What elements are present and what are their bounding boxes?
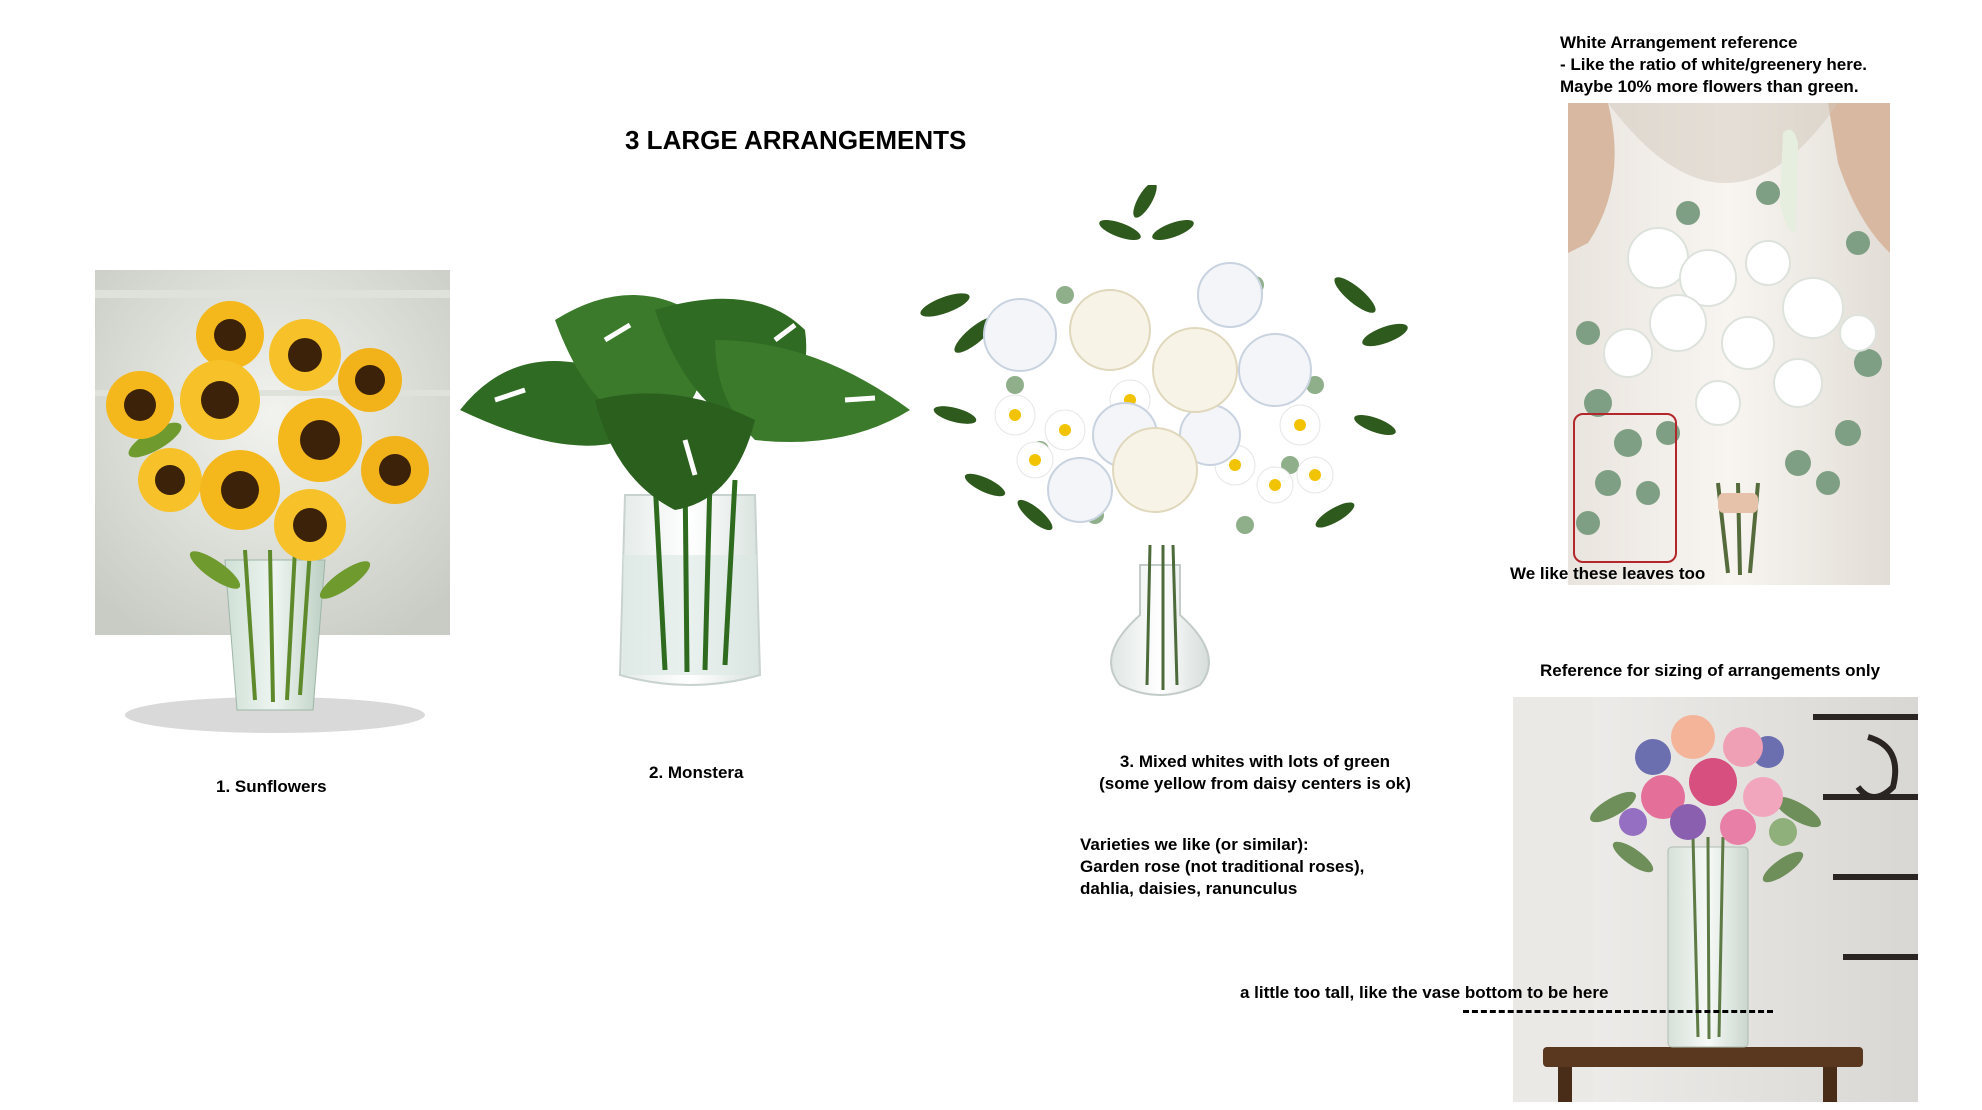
vase-height-note: a little too tall, like the vase bottom to be here	[1240, 983, 1609, 1002]
sunflower-bouquet-image	[95, 270, 450, 740]
leaves-highlight-box	[1573, 413, 1677, 563]
varieties-note	[1080, 834, 1364, 900]
varieties-line-1: Varieties we like (or similar):	[1080, 835, 1309, 854]
monstera-vase-image	[455, 280, 915, 710]
caption-mixed-whites	[1060, 751, 1450, 795]
white-reference-line-1: White Arrangement reference	[1560, 33, 1798, 52]
white-reference-note	[1560, 32, 1867, 98]
mixed-whites-bouquet-image	[915, 185, 1415, 715]
sizing-reference-image	[1513, 697, 1918, 1102]
slide-title: 3 LARGE ARRANGEMENTS	[625, 125, 967, 155]
varieties-line-3: dahlia, daisies, ranunculus	[1080, 879, 1298, 898]
varieties-line-2: Garden rose (not traditional roses),	[1080, 857, 1365, 876]
leaves-note: We like these leaves too	[1510, 564, 1706, 583]
caption-mixed-whites-line-2: (some yellow from daisy centers is ok)	[1099, 774, 1411, 793]
white-reference-line-3: Maybe 10% more flowers than green.	[1560, 77, 1859, 96]
white-reference-line-2: - Like the ratio of white/greenery here.	[1560, 55, 1868, 74]
caption-sunflowers: 1. Sunflowers	[216, 777, 327, 796]
sizing-reference-label: Reference for sizing of arrangements only	[1540, 661, 1881, 680]
caption-monstera: 2. Monstera	[649, 763, 744, 782]
caption-mixed-whites-line-1: 3. Mixed whites with lots of green	[1119, 752, 1391, 771]
preferred-vase-bottom-line	[1463, 1010, 1773, 1013]
